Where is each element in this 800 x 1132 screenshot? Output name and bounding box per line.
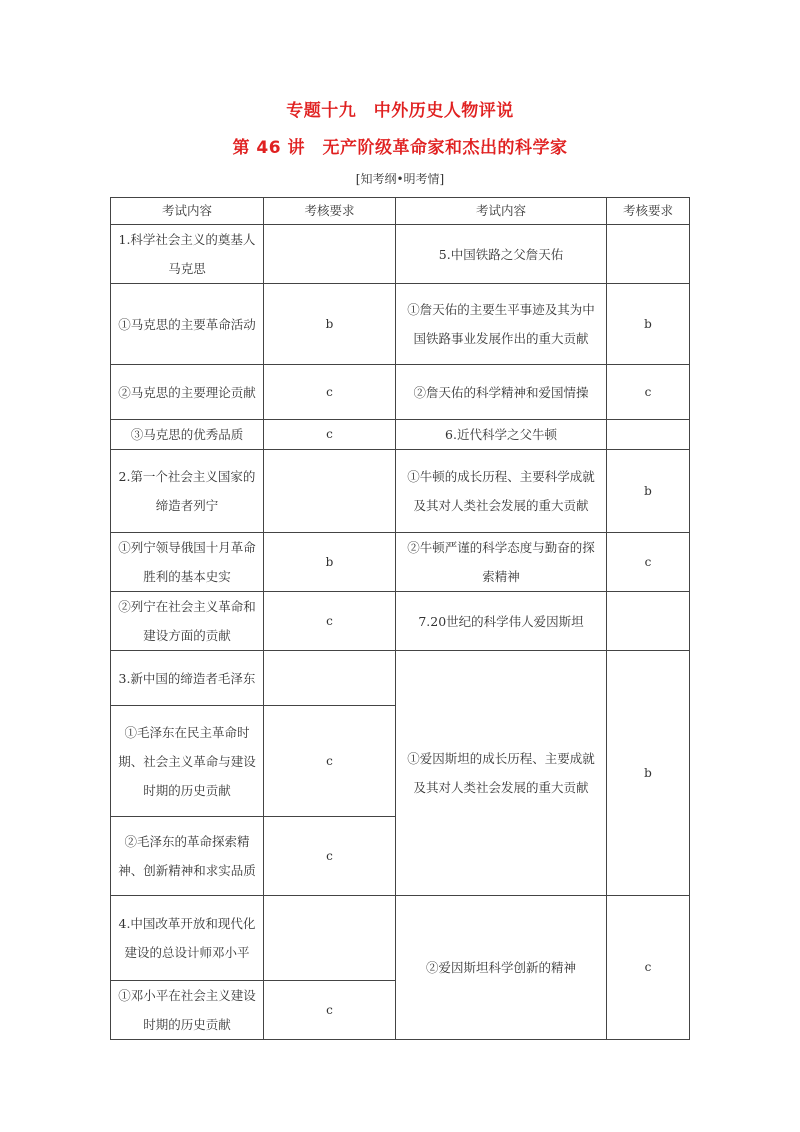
header-grade-left: 考核要求 xyxy=(263,198,395,225)
section-subtitle: [知考纲•明考情] xyxy=(355,172,445,186)
table-row xyxy=(111,284,690,365)
topic-cell: 5.中国铁路之父詹天佑 xyxy=(396,225,607,284)
topic-cell: ②詹天佑的科学精神和爱国情操 xyxy=(396,365,607,420)
table-row xyxy=(111,533,690,592)
topic-title: 专题十九 中外历史人物评说 xyxy=(286,101,514,121)
grade-cell xyxy=(263,225,395,284)
topic-cell: ②爱因斯坦科学创新的精神 xyxy=(396,896,607,1040)
grade-cell: c xyxy=(606,365,689,420)
grade-cell: c xyxy=(263,420,395,450)
table-row xyxy=(111,450,690,533)
grade-cell: c xyxy=(263,365,395,420)
topic-cell: ③马克思的优秀品质 xyxy=(111,420,264,450)
grade-cell: b xyxy=(606,450,689,533)
topic-cell: 3.新中国的缔造者毛泽东 xyxy=(111,651,264,706)
header-content-right: 考试内容 xyxy=(396,198,607,225)
table-row xyxy=(111,896,690,981)
grade-cell xyxy=(606,225,689,284)
grade-cell xyxy=(606,420,689,450)
topic-cell: 7.20世纪的科学伟人爱因斯坦 xyxy=(396,592,607,651)
grade-cell: b xyxy=(606,284,689,365)
exam-requirements-table xyxy=(110,197,690,1040)
topic-cell: ②毛泽东的革命探索精神、创新精神和求实品质 xyxy=(111,817,264,896)
grade-cell: b xyxy=(263,533,395,592)
table-header-row xyxy=(111,198,690,225)
topic-cell: ②牛顿严谨的科学态度与勤奋的探索精神 xyxy=(396,533,607,592)
grade-cell xyxy=(263,450,395,533)
grade-cell: c xyxy=(263,706,395,817)
grade-cell xyxy=(606,592,689,651)
header-grade-right: 考核要求 xyxy=(606,198,689,225)
topic-cell: ①马克思的主要革命活动 xyxy=(111,284,264,365)
header-content-left: 考试内容 xyxy=(111,198,264,225)
topic-cell: ②马克思的主要理论贡献 xyxy=(111,365,264,420)
table-row xyxy=(111,420,690,450)
grade-cell: c xyxy=(263,981,395,1040)
topic-cell: 4.中国改革开放和现代化建设的总设计师邓小平 xyxy=(111,896,264,981)
grade-cell: c xyxy=(606,896,689,1040)
grade-cell: c xyxy=(263,817,395,896)
topic-cell: ①列宁领导俄国十月革命胜利的基本史实 xyxy=(111,533,264,592)
topic-cell: ①爱因斯坦的成长历程、主要成就及其对人类社会发展的重大贡献 xyxy=(396,651,607,896)
grade-cell: c xyxy=(606,533,689,592)
table-row xyxy=(111,592,690,651)
grade-cell: b xyxy=(263,284,395,365)
lecture-title: 第 46 讲 无产阶级革命家和杰出的科学家 xyxy=(232,138,568,158)
grade-cell: b xyxy=(606,651,689,896)
topic-cell: ①詹天佑的主要生平事迹及其为中国铁路事业发展作出的重大贡献 xyxy=(396,284,607,365)
topic-cell: 2.第一个社会主义国家的缔造者列宁 xyxy=(111,450,264,533)
grade-cell xyxy=(263,896,395,981)
topic-cell: ②列宁在社会主义革命和建设方面的贡献 xyxy=(111,592,264,651)
table-row xyxy=(111,365,690,420)
topic-cell: ①邓小平在社会主义建设时期的历史贡献 xyxy=(111,981,264,1040)
topic-cell: ①毛泽东在民主革命时期、社会主义革命与建设时期的历史贡献 xyxy=(111,706,264,817)
topic-cell: ①牛顿的成长历程、主要科学成就及其对人类社会发展的重大贡献 xyxy=(396,450,607,533)
grade-cell: c xyxy=(263,592,395,651)
table-row xyxy=(111,225,690,284)
grade-cell xyxy=(263,651,395,706)
topic-cell: 6.近代科学之父牛顿 xyxy=(396,420,607,450)
table-row xyxy=(111,651,690,706)
topic-cell: 1.科学社会主义的奠基人马克思 xyxy=(111,225,264,284)
